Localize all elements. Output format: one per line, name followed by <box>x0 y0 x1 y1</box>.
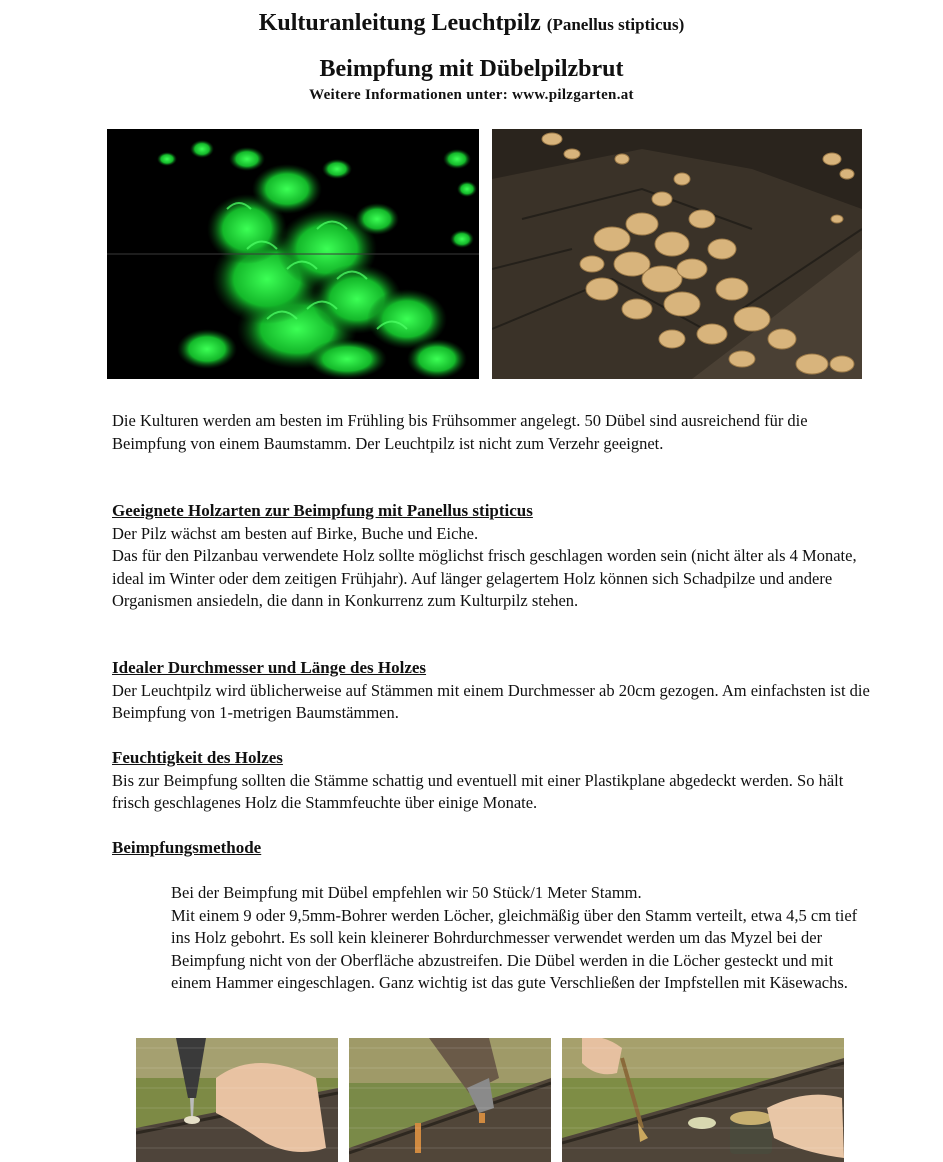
info-line: Weitere Informationen unter: www.pilzgarten.at <box>309 87 634 103</box>
section-wood-types <box>112 500 872 613</box>
document-title <box>0 10 943 37</box>
mushroom-on-wood-photo <box>492 129 862 379</box>
section-paragraph: Der Leuchtpilz wird üblicherweise auf Stämmen mit einem Durchmesser ab 20cm gezogen. Am einfachsten ist die Beimpfung von 1-metrigen Baumstämmen. <box>112 680 870 722</box>
section-paragraph: Mit einem 9 oder 9,5mm-Bohrer werden Löcher, gleichmäßig über den Stamm verteilt, etwa 4,5 cm tief ins Holz gebohrt. Es soll kein kleinerer Bohrdurchmesser verwendet werden um das Myzel bei der Beimpfung nicht von der Oberfläche abzustreifen. Die Dübel werden in die Löcher gesteckt und mit einem Hammer eingeschlagen. Ganz wichtig ist das gute Verschließen der Impfstellen mit Käsewachs. <box>171 905 858 992</box>
document-subtitle: Beimpfung mit Dübelpilzbrut <box>319 56 624 82</box>
title-latin-name: (Panellus stipticus) <box>546 15 685 34</box>
section-moisture <box>112 747 872 815</box>
section-method-body <box>171 882 871 995</box>
section-method-heading-block <box>112 837 872 860</box>
section-paragraph: Das für den Pilzanbau verwendete Holz sollte möglichst frisch geschlagen worden sein (nicht älter als 4 Monate, ideal im Winter oder dem zeitigen Frühjahr). Auf länger gelagertem Holz können sich Schadpilze und andere Organismen ansiedeln, die dann in Konkurrenz zum Kulturpilz stehen. <box>112 546 857 610</box>
drilling-step-photo <box>136 1038 338 1162</box>
section-heading: Feuchtigkeit des Holzes <box>112 748 283 767</box>
section-heading: Beimpfungsmethode <box>112 838 262 857</box>
title-main: Kulturanleitung Leuchtpilz <box>258 10 541 36</box>
section-paragraph: Bei der Beimpfung mit Dübel empfehlen wir 50 Stück/1 Meter Stamm. <box>171 883 642 902</box>
wax-sealing-step-photo <box>562 1038 844 1162</box>
hammering-step-photo <box>349 1038 551 1162</box>
section-heading: Geeignete Holzarten zur Beimpfung mit Panellus stipticus <box>112 501 533 520</box>
section-heading: Idealer Durchmesser und Länge des Holzes <box>112 658 427 677</box>
section-paragraph: Bis zur Beimpfung sollten die Stämme schattig und eventuell mit einer Plastikplane abgedeckt werden. So hält frisch geschlagenes Holz die Stammfeuchte über einige Monate. <box>112 770 844 812</box>
section-paragraph: Der Pilz wächst am besten auf Birke, Buche und Eiche. <box>112 523 479 543</box>
glowing-mushroom-photo <box>107 129 479 379</box>
intro-paragraph: Die Kulturen werden am besten im Frühling bis Frühsommer angelegt. 50 Dübel sind ausreichend für die Beimpfung von einem Baumstamm. Der Leuchtpilz ist nicht zum Verzehr geeignet. <box>112 411 808 453</box>
section-diameter <box>112 657 872 725</box>
